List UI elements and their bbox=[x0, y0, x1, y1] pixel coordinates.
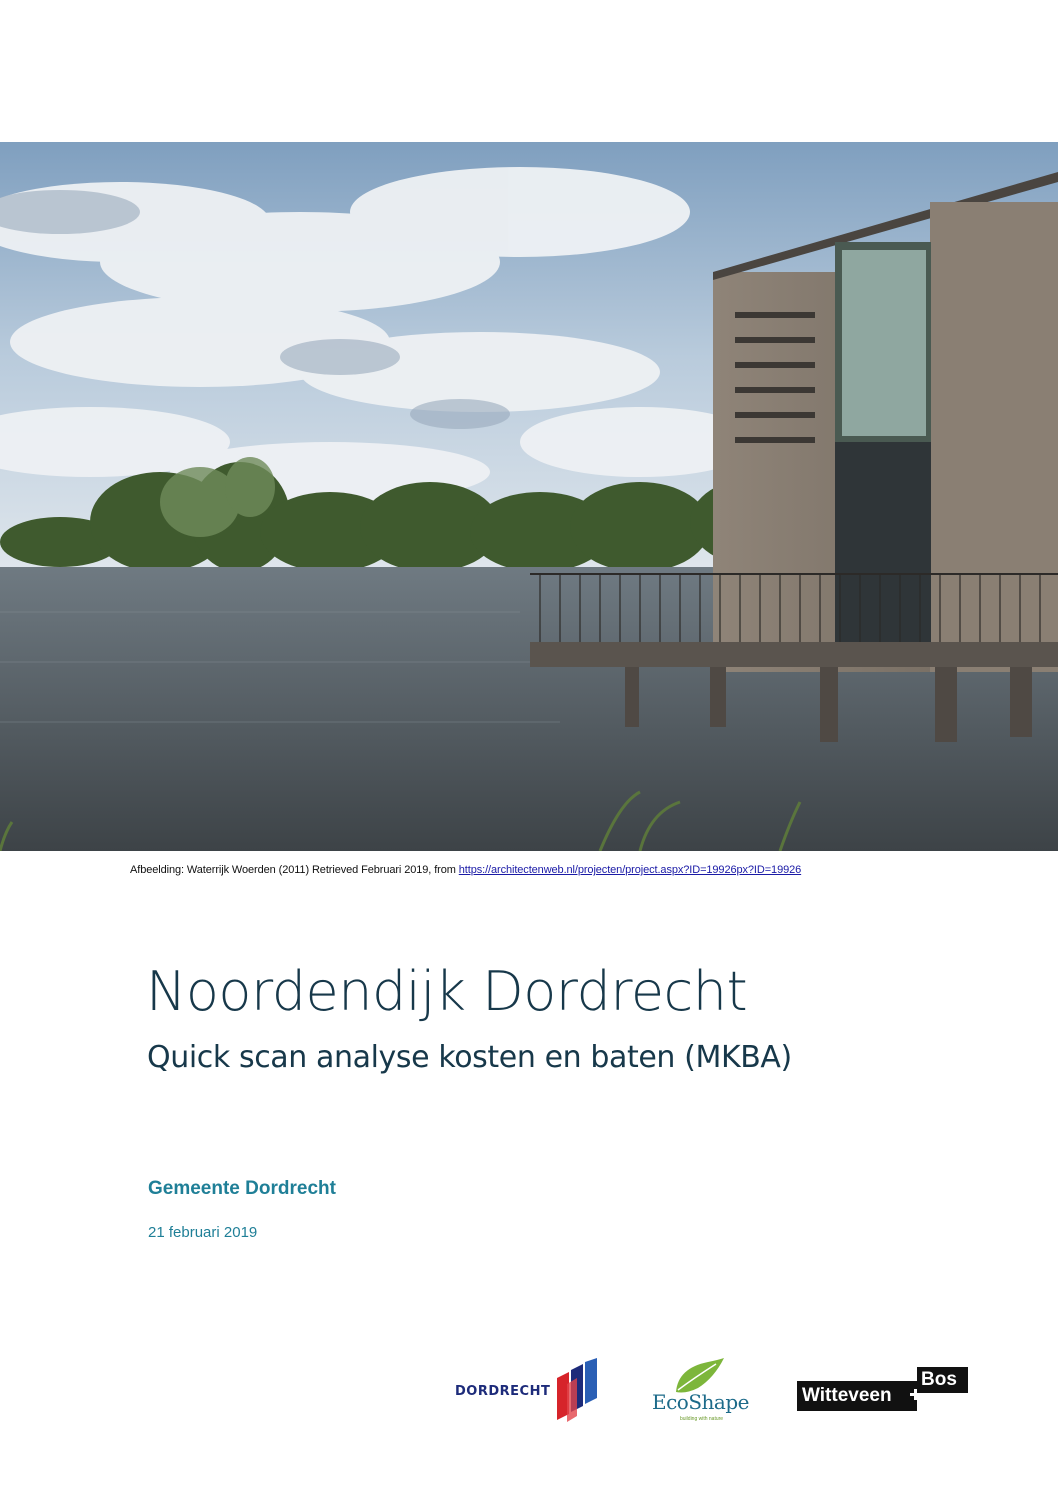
client-name: Gemeente Dordrecht bbox=[148, 1178, 336, 1199]
caption-text: Afbeelding: Waterrijk Woerden (2011) Retrieved Februari 2019, from bbox=[130, 864, 459, 876]
ecoshape-leaf-icon bbox=[668, 1358, 728, 1394]
dordrecht-flag-icon bbox=[555, 1358, 601, 1426]
image-caption bbox=[130, 864, 801, 876]
ecoshape-logo bbox=[650, 1358, 750, 1428]
ecoshape-logo-text: EcoShape bbox=[652, 1390, 749, 1414]
document-subtitle: Quick scan analyse kosten en baten (MKBA) bbox=[147, 1040, 792, 1075]
dordrecht-logo-text: DORDRECHT bbox=[455, 1384, 551, 1399]
witteveen-logo-text: Witteveen bbox=[797, 1381, 917, 1411]
plus-icon-vertical bbox=[914, 1389, 917, 1400]
document-title: Noordendijk Dordrecht bbox=[146, 960, 748, 1023]
bos-logo-text: Bos bbox=[917, 1367, 968, 1393]
ecoshape-tagline: building with nature bbox=[680, 1416, 724, 1422]
caption-link[interactable]: https://architectenweb.nl/projecten/project.aspx?ID=19926px?ID=19926 bbox=[458, 864, 802, 876]
dordrecht-logo bbox=[455, 1358, 603, 1428]
witteveen-bos-logo bbox=[797, 1367, 969, 1415]
document-date: 21 februari 2019 bbox=[148, 1224, 258, 1241]
cover-photo bbox=[0, 142, 1058, 851]
